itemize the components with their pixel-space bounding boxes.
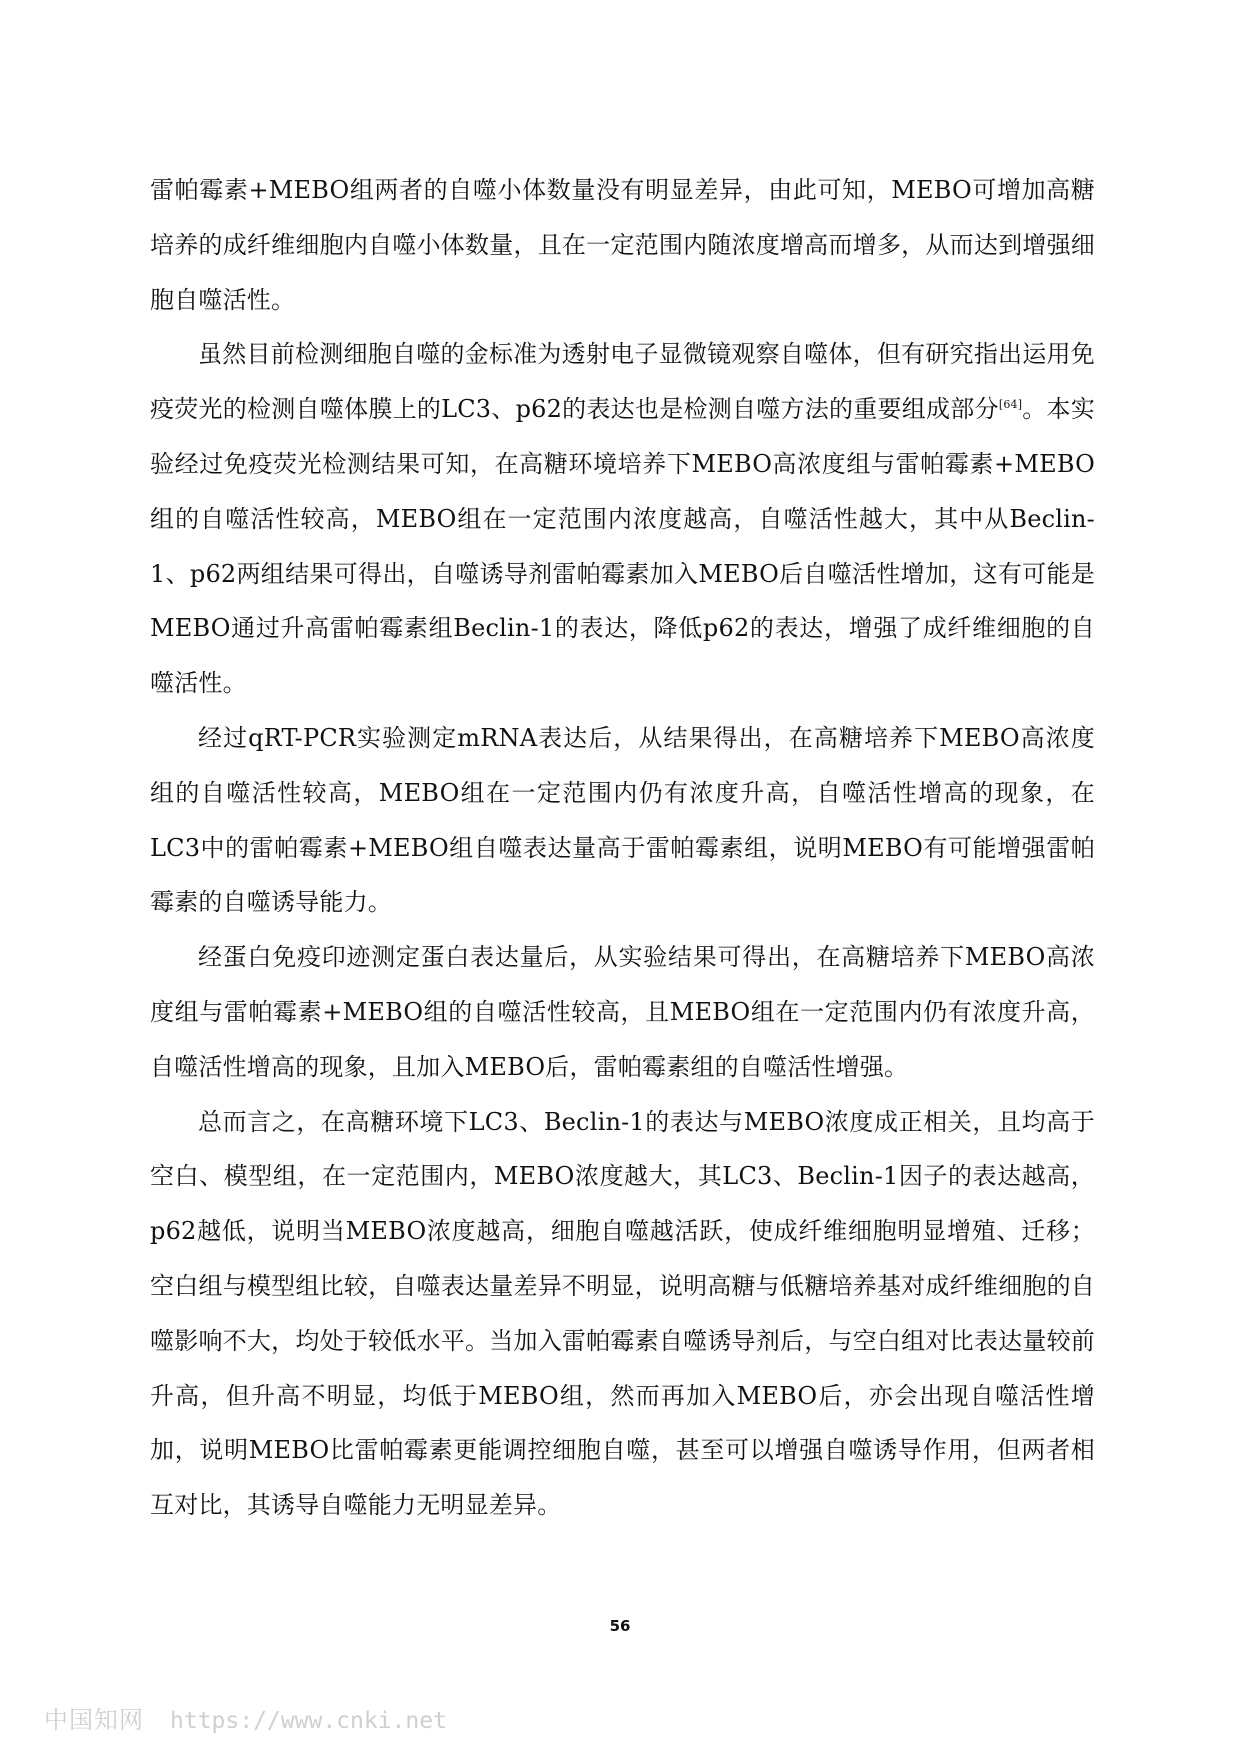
paragraph-5-text: 总而言之，在高糖环境下LC3、Beclin-1的表达与MEBO浓度成正相关，且均高于空白、模型组，在一定范围内，MEBO浓度越大，其LC3、Beclin-1因子的表达越高，p62越低，说明当MEBO浓度越高，细胞自噬越活跃，使成纤维细胞明显增殖、迁移；空白组与模型组比较，自噬表达量差异不明显，说明高糖与低糖培养基对成纤维细胞的自噬影响不大，均处于较低水平。当加入雷帕霉素自噬诱导剂后，与空白组对比表达量较前升高，但升高不明显，均低于MEBO组，然而再加入MEBO后，亦会出现自噬活性增加，说明MEBO比雷帕霉素更能调控细胞自噬，甚至可以增强自噬诱导作用，但两者相互对比，其诱导自噬能力无明显差异。 xyxy=(150,1107,1095,1520)
paragraph-2-text: 虽然目前检测细胞自噬的金标准为透射电子显微镜观察自噬体，但有研究指出运用免疫荧光的检测自噬体膜上的LC3、p62的表达也是检测自噬方法的重要组成部分 xyxy=(150,340,1095,424)
watermark-url: https://www.cnki.net xyxy=(170,1708,447,1734)
body-text xyxy=(150,163,1095,1533)
paragraph-2 xyxy=(150,327,1095,711)
paragraph-1-text: 雷帕霉素+MEBO组两者的自噬小体数量没有明显差异，由此可知，MEBO可增加高糖培养的成纤维细胞内自噬小体数量，且在一定范围内随浓度增高而增多，从而达到增强细胞自噬活性。 xyxy=(150,176,1095,314)
watermark-name: 中国知网 xyxy=(44,1706,144,1734)
page-number: 56 xyxy=(609,1617,631,1635)
paragraph-4 xyxy=(150,930,1095,1094)
paragraph-4-text: 经蛋白免疫印迹测定蛋白表达量后，从实验结果可得出，在高糖培养下MEBO高浓度组与雷帕霉素+MEBO组的自噬活性较高，且MEBO组在一定范围内仍有浓度升高，自噬活性增高的现象，且加入MEBO后，雷帕霉素组的自噬活性增强。 xyxy=(150,943,1095,1081)
citation-reference[interactable]: [64] xyxy=(998,398,1023,412)
paragraph-5 xyxy=(150,1095,1095,1533)
paragraph-3 xyxy=(150,711,1095,930)
paragraph-2-text-after: 。本实验经过免疫荧光检测结果可知，在高糖环境培养下MEBO高浓度组与雷帕霉素+MEBO组的自噬活性较高，MEBO组在一定范围内浓度越高，自噬活性越大，其中从Beclin-1、p62两组结果可得出，自噬诱导剂雷帕霉素加入MEBO后自噬活性增加，这有可能是MEBO通过升高雷帕霉素组Beclin-1的表达，降低p62的表达，增强了成纤维细胞的自噬活性。 xyxy=(150,395,1095,698)
watermark xyxy=(44,1700,447,1735)
paragraph-3-text: 经过qRT-PCR实验测定mRNA表达后，从结果得出，在高糖培养下MEBO高浓度组的自噬活性较高，MEBO组在一定范围内仍有浓度升高，自噬活性增高的现象，在LC3中的雷帕霉素+MEBO组自噬表达量高于雷帕霉素组，说明MEBO有可能增强雷帕霉素的自噬诱导能力。 xyxy=(150,723,1095,917)
paragraph-1 xyxy=(150,163,1095,327)
